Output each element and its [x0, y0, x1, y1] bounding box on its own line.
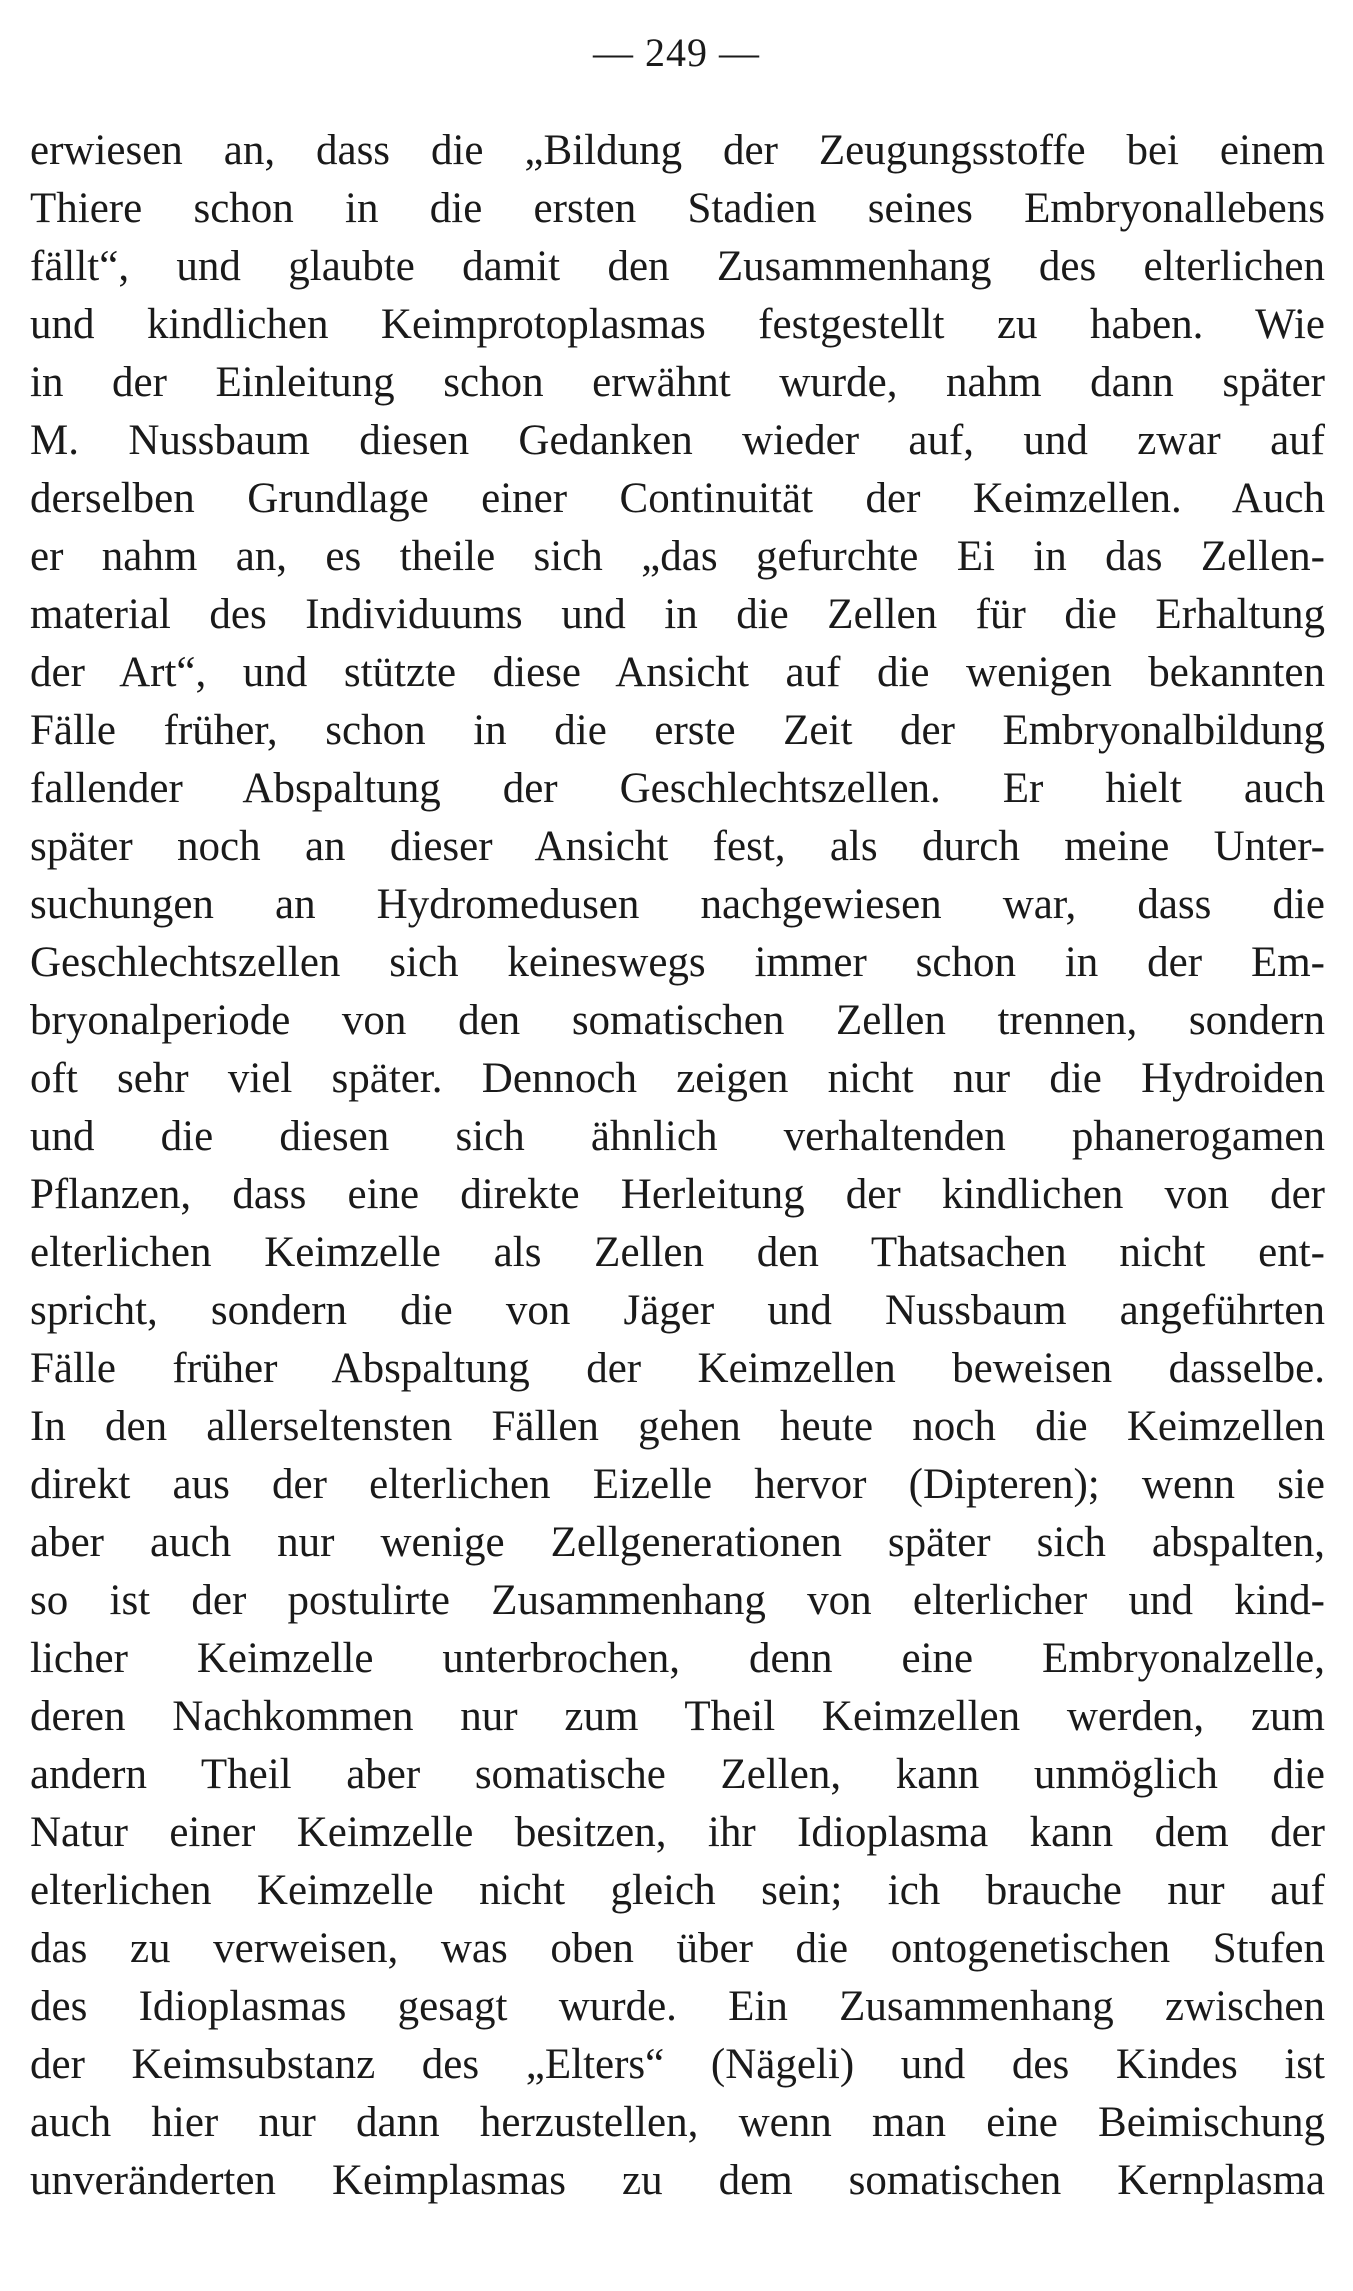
page-number: — 249 — — [593, 30, 760, 75]
text-line: suchungen an Hydromedusen nachgewiesen war, dass die — [30, 881, 1325, 928]
text-line: oft sehr viel später. Dennoch zeigen nicht nur die Hydroiden — [30, 1055, 1325, 1102]
text-line: fällt“, und glaubte damit den Zusammenhang des elterlichen — [30, 243, 1325, 290]
text-line: der Art“, und stützte diese Ansicht auf die wenigen bekannten — [30, 649, 1325, 696]
text-line: auch hier nur dann herzustellen, wenn man eine Beimischung — [30, 2099, 1325, 2146]
text-line: so ist der postulirte Zusammenhang von elterlicher und kind- — [30, 1577, 1325, 1624]
text-line: Natur einer Keimzelle besitzen, ihr Idioplasma kann dem der — [30, 1809, 1325, 1856]
text-line: andern Theil aber somatische Zellen, kann unmöglich die — [30, 1751, 1325, 1798]
text-line: des Idioplasmas gesagt wurde. Ein Zusammenhang zwischen — [30, 1983, 1325, 2030]
text-line: später noch an dieser Ansicht fest, als durch meine Unter- — [30, 823, 1325, 870]
text-line: und die diesen sich ähnlich verhaltenden phanerogamen — [30, 1113, 1325, 1160]
text-line: und kindlichen Keimprotoplasmas festgestellt zu haben. Wie — [30, 301, 1325, 348]
text-line: deren Nachkommen nur zum Theil Keimzellen werden, zum — [30, 1693, 1325, 1740]
text-line: der Keimsubstanz des „Elters“ (Nägeli) und des Kindes ist — [30, 2041, 1325, 2088]
text-line: spricht, sondern die von Jäger und Nussbaum angeführten — [30, 1287, 1325, 1334]
text-line: Fälle früher, schon in die erste Zeit der Embryonalbildung — [30, 707, 1325, 754]
text-line: M. Nussbaum diesen Gedanken wieder auf, und zwar auf — [30, 417, 1325, 464]
text-line: bryonalperiode von den somatischen Zellen trennen, sondern — [30, 997, 1325, 1044]
text-line: das zu verweisen, was oben über die ontogenetischen Stufen — [30, 1925, 1325, 1972]
text-line: erwiesen an, dass die „Bildung der Zeugungsstoffe bei einem — [30, 127, 1325, 174]
text-line: in der Einleitung schon erwähnt wurde, nahm dann später — [30, 359, 1325, 406]
text-line: licher Keimzelle unterbrochen, denn eine Embryonalzelle, — [30, 1635, 1325, 1682]
text-line: Fälle früher Abspaltung der Keimzellen beweisen dasselbe. — [30, 1345, 1325, 1392]
text-line: direkt aus der elterlichen Eizelle hervor (Dipteren); wenn sie — [30, 1461, 1325, 1508]
text-line: er nahm an, es theile sich „das gefurchte Ei in das Zellen- — [30, 533, 1325, 580]
text-line: material des Individuums und in die Zellen für die Erhaltung — [30, 591, 1325, 638]
text-line: Thiere schon in die ersten Stadien seines Embryonallebens — [30, 185, 1325, 232]
body-text — [30, 122, 1325, 2210]
text-line: fallender Abspaltung der Geschlechtszellen. Er hielt auch — [30, 765, 1325, 812]
text-line: aber auch nur wenige Zellgenerationen später sich abspalten, — [30, 1519, 1325, 1566]
text-line: In den allerseltensten Fällen gehen heute noch die Keimzellen — [30, 1403, 1325, 1450]
text-line: Geschlechtszellen sich keineswegs immer schon in der Em- — [30, 939, 1325, 986]
text-line: Pflanzen, dass eine direkte Herleitung der kindlichen von der — [30, 1171, 1325, 1218]
text-line: derselben Grundlage einer Continuität der Keimzellen. Auch — [30, 475, 1325, 522]
text-line: elterlichen Keimzelle als Zellen den Thatsachen nicht ent- — [30, 1229, 1325, 1276]
text-line: unveränderten Keimplasmas zu dem somatischen Kernplasma — [30, 2157, 1325, 2204]
text-line: elterlichen Keimzelle nicht gleich sein; ich brauche nur auf — [30, 1867, 1325, 1914]
